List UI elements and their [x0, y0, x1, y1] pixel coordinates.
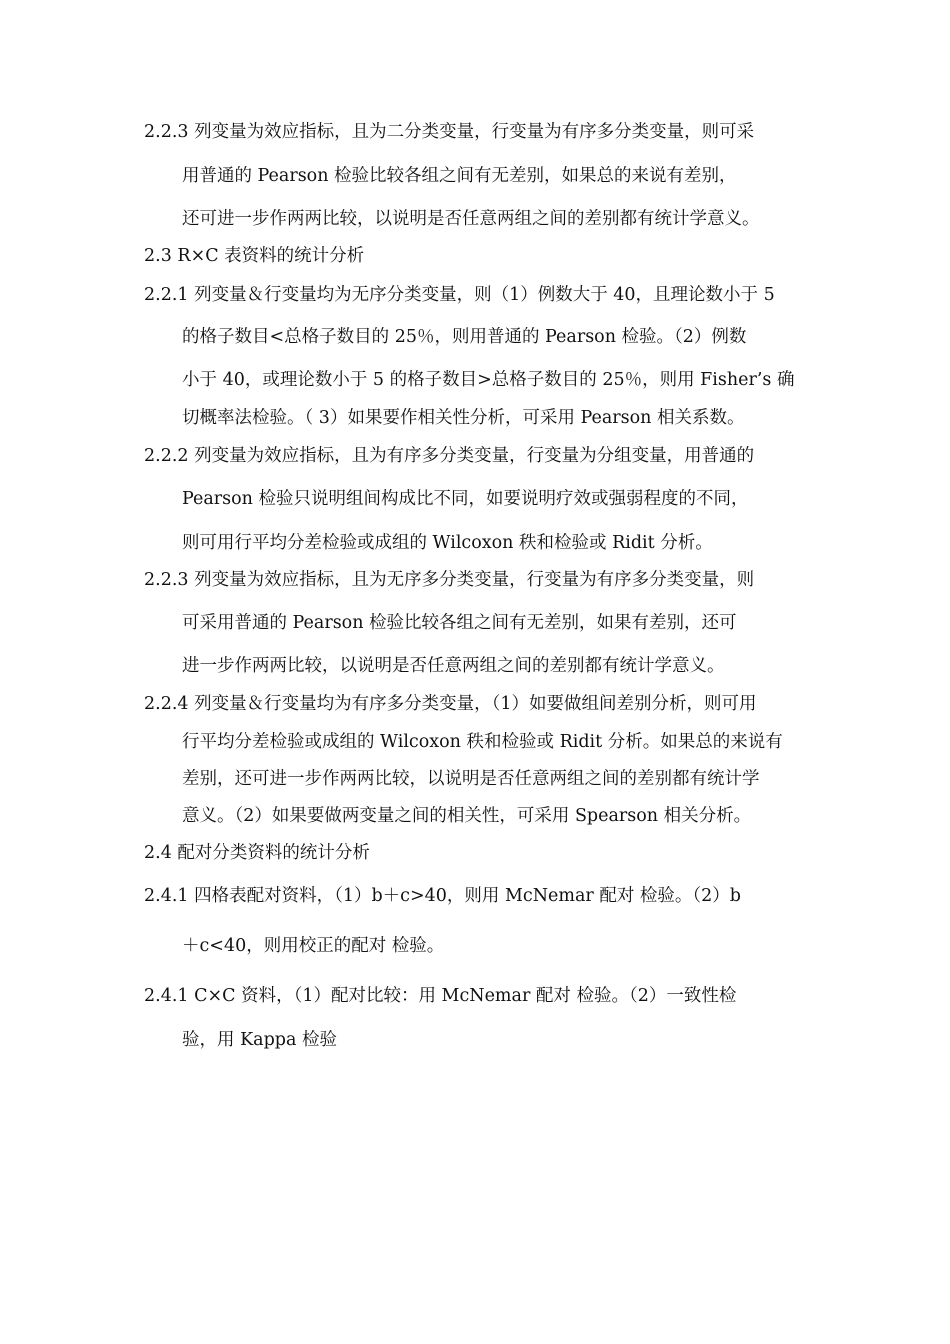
text-line: 2.2.2 列变量为效应指标，且为有序多分类变量，行变量为分组变量，用普通的 [144, 446, 755, 466]
text-line: 2.2.4 列变量＆行变量均为有序多分类变量，（1）如要做组间差别分析，则可用 [144, 694, 757, 714]
text-line: 2.2.3 列变量为效应指标，且为无序多分类变量，行变量为有序多分类变量，则 [144, 570, 755, 590]
text-line: 小于 40，或理论数小于 5 的格子数目>总格子数目的 25％，则用 Fisher’s 确 [182, 370, 795, 390]
text-line: 切概率法检验。（ 3）如果要作相关性分析，可采用 Pearson 相关系数。 [182, 408, 745, 428]
text-line: 用普通的 Pearson 检验比较各组之间有无差别，如果总的来说有差别， [182, 166, 737, 186]
text-line: ＋c<40，则用校正的配对 检验。 [182, 936, 445, 956]
text-line: 2.4.1 C×C 资料，（1）配对比较：用 McNemar 配对 检验。（2）一致性检 [144, 986, 737, 1006]
text-line: 意义。（2）如果要做两变量之间的相关性，可采用 Spearson 相关分析。 [182, 806, 752, 826]
text-line: 还可进一步作两两比较，以说明是否任意两组之间的差别都有统计学意义。 [182, 209, 760, 229]
section-heading: 2.4 配对分类资料的统计分析 [144, 843, 370, 863]
text-line: 验，用 Kappa 检验 [182, 1030, 337, 1050]
text-line: 2.4.1 四格表配对资料，（1）b＋c>40，则用 McNemar 配对 检验。（2）b [144, 886, 741, 906]
section-heading: 2.3 R×C 表资料的统计分析 [144, 246, 365, 266]
text-line: 差别，还可进一步作两两比较，以说明是否任意两组之间的差别都有统计学 [182, 769, 760, 789]
text-line: 的格子数目<总格子数目的 25％，则用普通的 Pearson 检验。（2）例数 [182, 327, 747, 347]
text-line: Pearson 检验只说明组间构成比不同，如要说明疗效或强弱程度的不同， [182, 489, 749, 509]
text-line: 2.2.1 列变量＆行变量均为无序分类变量，则（1）例数大于 40，且理论数小于 5 [144, 285, 775, 305]
text-line: 则可用行平均分差检验或成组的 Wilcoxon 秩和检验或 Ridit 分析。 [182, 533, 713, 553]
text-line: 进一步作两两比较，以说明是否任意两组之间的差别都有统计学意义。 [182, 656, 725, 676]
text-line: 可采用普通的 Pearson 检验比较各组之间有无差别，如果有差别，还可 [182, 613, 737, 633]
text-line: 2.2.3 列变量为效应指标，且为二分类变量，行变量为有序多分类变量，则可采 [144, 122, 755, 142]
text-line: 行平均分差检验或成组的 Wilcoxon 秩和检验或 Ridit 分析。如果总的来说有 [182, 732, 783, 752]
